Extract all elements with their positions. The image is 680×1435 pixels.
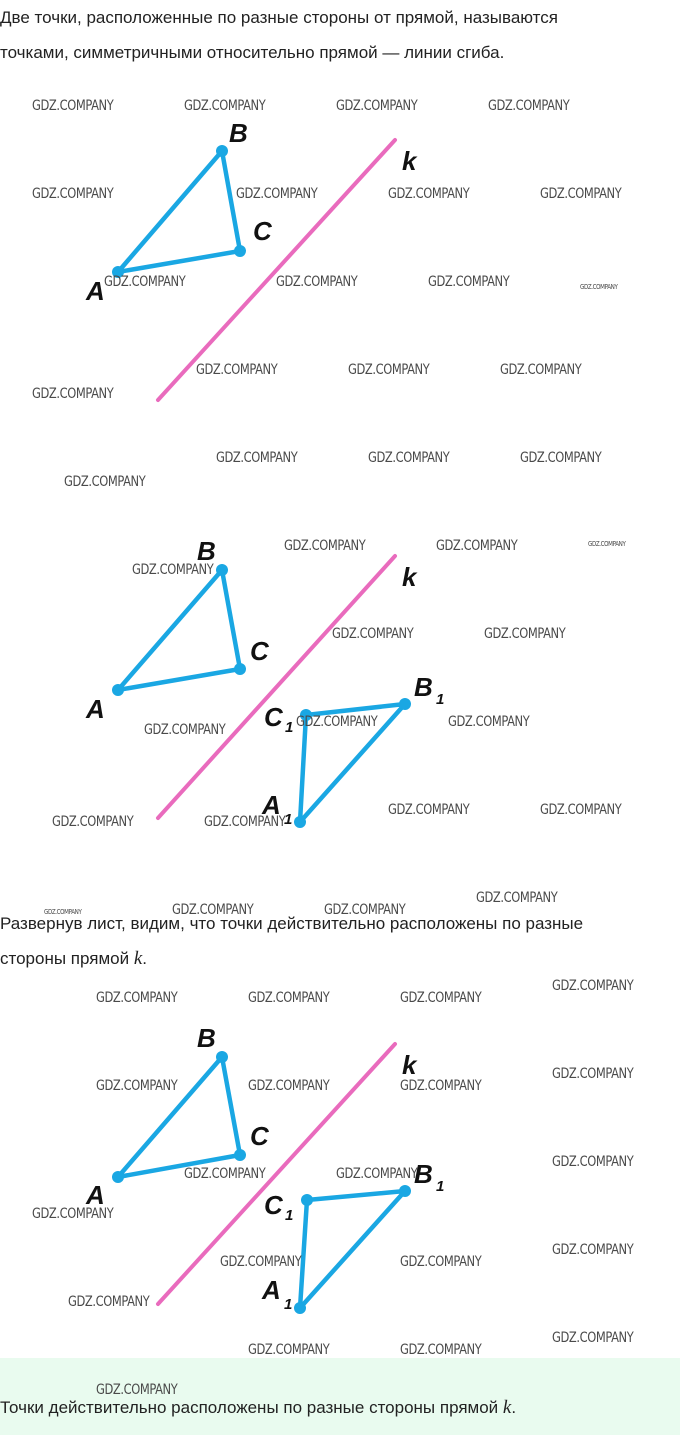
conclusion-text xyxy=(0,1390,516,1425)
watermark: GDZ.COMPANY xyxy=(52,814,134,830)
unfolded-line-2-text: стороны прямой xyxy=(0,949,134,968)
label-a: A xyxy=(86,276,105,306)
watermark: GDZ.COMPANY xyxy=(68,1294,150,1310)
conclusion-text-main: Точки действительно расположены по разные стороны прямой xyxy=(0,1398,503,1417)
watermark: GDZ.COMPANY xyxy=(428,274,510,290)
watermark: GDZ.COMPANY xyxy=(96,1382,178,1398)
watermark: GDZ.COMPANY xyxy=(296,714,378,730)
unfolded-line-2-period: . xyxy=(142,949,147,968)
triangle-abc xyxy=(118,151,240,272)
point-b xyxy=(216,564,228,576)
conclusion-text-period: . xyxy=(511,1398,517,1417)
watermark: GDZ.COMPANY xyxy=(500,362,582,378)
watermark: GDZ.COMPANY xyxy=(484,626,566,642)
watermark: GDZ.COMPANY xyxy=(276,274,358,290)
watermark: GDZ.COMPANY xyxy=(216,450,298,466)
watermark: GDZ.COMPANY xyxy=(248,1342,330,1358)
watermark: GDZ.COMPANY xyxy=(184,98,266,114)
watermark: GDZ.COMPANY xyxy=(552,1242,634,1258)
watermark: GDZ.COMPANY xyxy=(32,98,114,114)
watermark: GDZ.COMPANY xyxy=(248,990,330,1006)
unfolded-line-1: Развернув лист, видим, что точки действительно расположены по разные xyxy=(0,914,584,933)
point-a1 xyxy=(294,1302,306,1314)
triangle-abc xyxy=(118,570,240,690)
watermark: GDZ.COMPANY xyxy=(44,908,82,916)
watermark: GDZ.COMPANY xyxy=(448,714,530,730)
watermark: GDZ.COMPANY xyxy=(64,474,146,490)
watermark: GDZ.COMPANY xyxy=(196,362,278,378)
fold-line-k xyxy=(158,140,395,400)
label-b1: B xyxy=(414,672,433,702)
point-c xyxy=(234,1149,246,1161)
watermark: GDZ.COMPANY xyxy=(552,1330,634,1346)
variable-k: k xyxy=(133,948,143,969)
intro-line-1: Две точки, расположенные по разные стороны от прямой, называются xyxy=(0,8,558,27)
variable-k: k xyxy=(502,1397,512,1418)
watermark: GDZ.COMPANY xyxy=(388,802,470,818)
unfolded-line-2 xyxy=(0,941,680,976)
watermark: GDZ.COMPANY xyxy=(520,450,602,466)
label-c1-sub: 1 xyxy=(285,1207,294,1224)
watermark: GDZ.COMPANY xyxy=(552,978,634,994)
watermark: GDZ.COMPANY xyxy=(488,98,570,114)
watermark: GDZ.COMPANY xyxy=(552,1066,634,1082)
watermark: GDZ.COMPANY xyxy=(400,1254,482,1270)
watermark: GDZ.COMPANY xyxy=(104,274,186,290)
watermark: GDZ.COMPANY xyxy=(220,1254,302,1270)
label-c1-sub: 1 xyxy=(285,719,294,736)
label-c: C xyxy=(250,636,269,666)
point-c1 xyxy=(301,1194,313,1206)
watermark: GDZ.COMPANY xyxy=(324,902,406,918)
watermark: GDZ.COMPANY xyxy=(400,1342,482,1358)
label-b: B xyxy=(197,536,216,566)
watermark: GDZ.COMPANY xyxy=(540,186,622,202)
label-c1: C xyxy=(264,1190,283,1220)
label-k: k xyxy=(402,146,417,176)
watermark: GDZ.COMPANY xyxy=(348,362,430,378)
watermark: GDZ.COMPANY xyxy=(32,1206,114,1222)
point-a xyxy=(112,1171,124,1183)
label-a1-sub: 1 xyxy=(284,811,293,828)
point-b1 xyxy=(399,698,411,710)
watermark: GDZ.COMPANY xyxy=(552,1154,634,1170)
watermark: GDZ.COMPANY xyxy=(144,722,226,738)
label-b1-sub: 1 xyxy=(436,691,445,708)
label-c1: C xyxy=(264,702,283,732)
watermark: GDZ.COMPANY xyxy=(580,283,618,291)
watermark: GDZ.COMPANY xyxy=(388,186,470,202)
point-b xyxy=(216,1051,228,1063)
label-a1: A xyxy=(262,1275,281,1305)
watermark: GDZ.COMPANY xyxy=(368,450,450,466)
watermark: GDZ.COMPANY xyxy=(172,902,254,918)
point-a xyxy=(112,684,124,696)
fold-line-k xyxy=(158,556,395,818)
watermark: GDZ.COMPANY xyxy=(248,1078,330,1094)
watermark: GDZ.COMPANY xyxy=(32,186,114,202)
label-a: A xyxy=(86,694,105,724)
label-a1: A xyxy=(262,790,281,820)
watermark: GDZ.COMPANY xyxy=(540,802,622,818)
watermark: GDZ.COMPANY xyxy=(184,1166,266,1182)
label-b: B xyxy=(197,1023,216,1053)
point-b1 xyxy=(399,1185,411,1197)
watermark: GDZ.COMPANY xyxy=(32,386,114,402)
watermark: GDZ.COMPANY xyxy=(96,990,178,1006)
label-b: B xyxy=(229,118,248,148)
label-a1-sub: 1 xyxy=(284,1296,293,1313)
label-c: C xyxy=(253,216,272,246)
watermark: GDZ.COMPANY xyxy=(132,562,214,578)
watermark: GDZ.COMPANY xyxy=(96,1078,178,1094)
label-a: A xyxy=(86,1180,105,1210)
label-b1-sub: 1 xyxy=(436,1178,445,1195)
triangle-abc xyxy=(118,1057,240,1177)
intro-line-2: точками, симметричными относительно прямой — линии сгиба. xyxy=(0,43,505,62)
point-c xyxy=(234,663,246,675)
label-k: k xyxy=(402,1050,417,1080)
point-a1 xyxy=(294,816,306,828)
watermark: GDZ.COMPANY xyxy=(436,538,518,554)
label-c: C xyxy=(250,1121,269,1151)
watermark: GDZ.COMPANY xyxy=(588,540,626,548)
point-c xyxy=(234,245,246,257)
point-b xyxy=(216,145,228,157)
figure-folded-symmetric xyxy=(0,508,680,838)
watermark: GDZ.COMPANY xyxy=(236,186,318,202)
intro-paragraph xyxy=(0,0,680,70)
watermark: GDZ.COMPANY xyxy=(476,890,558,906)
watermark: GDZ.COMPANY xyxy=(284,538,366,554)
label-k: k xyxy=(402,562,417,592)
watermark: GDZ.COMPANY xyxy=(204,814,286,830)
watermark: GDZ.COMPANY xyxy=(332,626,414,642)
watermark: GDZ.COMPANY xyxy=(400,990,482,1006)
watermark: GDZ.COMPANY xyxy=(400,1078,482,1094)
label-b1: B xyxy=(414,1159,433,1189)
watermark: GDZ.COMPANY xyxy=(336,1166,418,1182)
triangle-a1b1c1 xyxy=(300,1191,405,1308)
watermark: GDZ.COMPANY xyxy=(336,98,418,114)
